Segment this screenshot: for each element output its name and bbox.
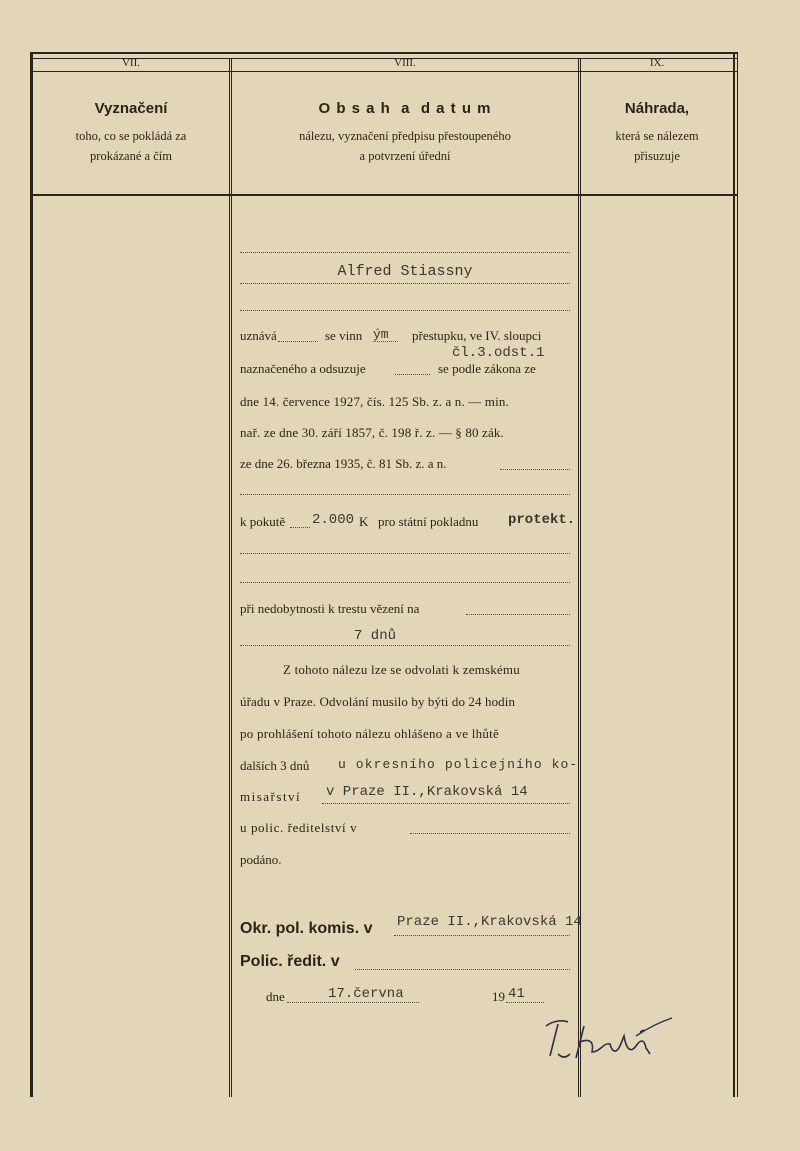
appeal-line-5: misařství	[240, 789, 302, 804]
divider-vii-viii	[229, 58, 230, 1097]
name-line	[240, 283, 570, 284]
column-title-vii: Vyznačení	[94, 100, 168, 117]
year-prefix: 19	[492, 989, 505, 1004]
left-border	[30, 52, 33, 1097]
column-numeral-vii: VII.	[121, 57, 141, 69]
treasury-label: pro státní pokladnu	[378, 514, 479, 529]
statute-article: čl.3.odst.1	[452, 345, 545, 361]
admits-label: uznává	[240, 328, 277, 343]
prison-term: 7 dnů	[354, 628, 397, 644]
right-border-2	[737, 52, 738, 1097]
blank-line	[240, 252, 570, 253]
blank-line	[240, 494, 570, 495]
appeal-line-6: u polic. ředitelství v	[240, 820, 358, 835]
column-subtitle-ix-1: která se nálezem	[615, 129, 699, 143]
fill-line	[394, 935, 570, 936]
fine-amount: 2.000	[312, 512, 355, 528]
header-bottom-border	[30, 194, 738, 196]
law-line-3: ze dne 26. března 1935, č. 81 Sb. z. a n.	[240, 456, 447, 471]
fine-label: k pokutě	[240, 514, 286, 529]
law-label: se podle zákona ze	[438, 361, 536, 376]
top-border	[30, 52, 738, 54]
sentence-label: naznačeného a odsuzuje	[240, 361, 366, 376]
fill-line	[278, 341, 318, 342]
police-directorate-label: Polic. ředit. v	[240, 953, 340, 970]
blank-line	[240, 310, 570, 311]
law-line-2: nař. ze dne 30. září 1857, č. 198 ř. z. — § 80 zák.	[240, 425, 504, 440]
fill-line	[395, 374, 430, 375]
column-subtitle-viii-2: a potvrzení úřední	[359, 149, 451, 163]
police-office-address: v Praze II.,Krakovská 14	[326, 784, 528, 800]
column-subtitle-viii-1: nálezu, vyznačení předpisu přestoupeného	[299, 129, 511, 143]
prison-term-line	[240, 645, 570, 646]
divider-viii-ix	[578, 58, 579, 1097]
column-title-viii: O b s a h a d a t u m	[318, 100, 492, 117]
year-value: 41	[508, 986, 525, 1002]
column-numeral-ix: IX.	[649, 57, 665, 69]
divider-viii-ix-2	[580, 58, 581, 1097]
column-header-ix	[581, 100, 733, 166]
district-office-label: Okr. pol. komis. v	[240, 920, 373, 937]
law-line-1: dne 14. července 1927, čís. 125 Sb. z. a n. — min.	[240, 394, 509, 409]
appeal-line-2: úřadu v Praze. Odvolání musilo by býti do 24 hodin	[240, 694, 516, 709]
guilty-label: se vinn	[325, 328, 363, 343]
fill-line	[373, 341, 398, 342]
fill-line	[287, 1002, 419, 1003]
signature	[540, 1008, 680, 1068]
offence-label: přestupku, ve IV. sloupci	[412, 328, 542, 343]
guilty-suffix: ým	[373, 327, 389, 342]
fill-line	[466, 614, 570, 615]
police-office-line: u okresního policejního ko-	[338, 757, 579, 772]
column-subtitle-vii-2: prokázané a čím	[90, 149, 172, 163]
column-header-viii	[232, 100, 578, 166]
appeal-line-7: podáno.	[240, 852, 282, 867]
divider-vii-viii-2	[231, 58, 232, 1097]
column-header-vii	[33, 100, 229, 166]
appeal-line-4: dalších 3 dnů	[240, 758, 310, 773]
appeal-line-1: Z tohoto nálezu lze se odvolati k zemskému	[283, 662, 520, 677]
column-title-ix: Náhrada,	[624, 100, 690, 117]
appeal-line-3: po prohlášení tohoto nálezu ohlášeno a ve lhůtě	[240, 726, 500, 741]
numeral-row-divider	[30, 71, 738, 72]
treasury-name: protekt.	[508, 512, 576, 528]
district-office-address: Praze II.,Krakovská 14	[397, 914, 582, 930]
fill-line	[506, 1002, 544, 1003]
prison-label: při nedobytnosti k trestu vězení na	[240, 601, 420, 616]
blank-line	[240, 553, 570, 554]
fill-line	[355, 969, 570, 970]
date-value: 17.června	[328, 986, 404, 1002]
date-label: dne	[266, 989, 285, 1004]
column-subtitle-vii-1: toho, co se pokládá za	[75, 129, 187, 143]
fine-currency: K	[359, 514, 369, 529]
offender-name: Alfred Stiassny	[337, 263, 473, 280]
fill-line	[290, 527, 310, 528]
fill-line	[500, 469, 570, 470]
blank-line	[240, 582, 570, 583]
fill-line	[322, 803, 570, 804]
right-border	[733, 52, 735, 1097]
fill-line	[410, 833, 570, 834]
column-numeral-viii: VIII.	[394, 57, 416, 69]
column-subtitle-ix-2: přisuzuje	[634, 149, 680, 163]
